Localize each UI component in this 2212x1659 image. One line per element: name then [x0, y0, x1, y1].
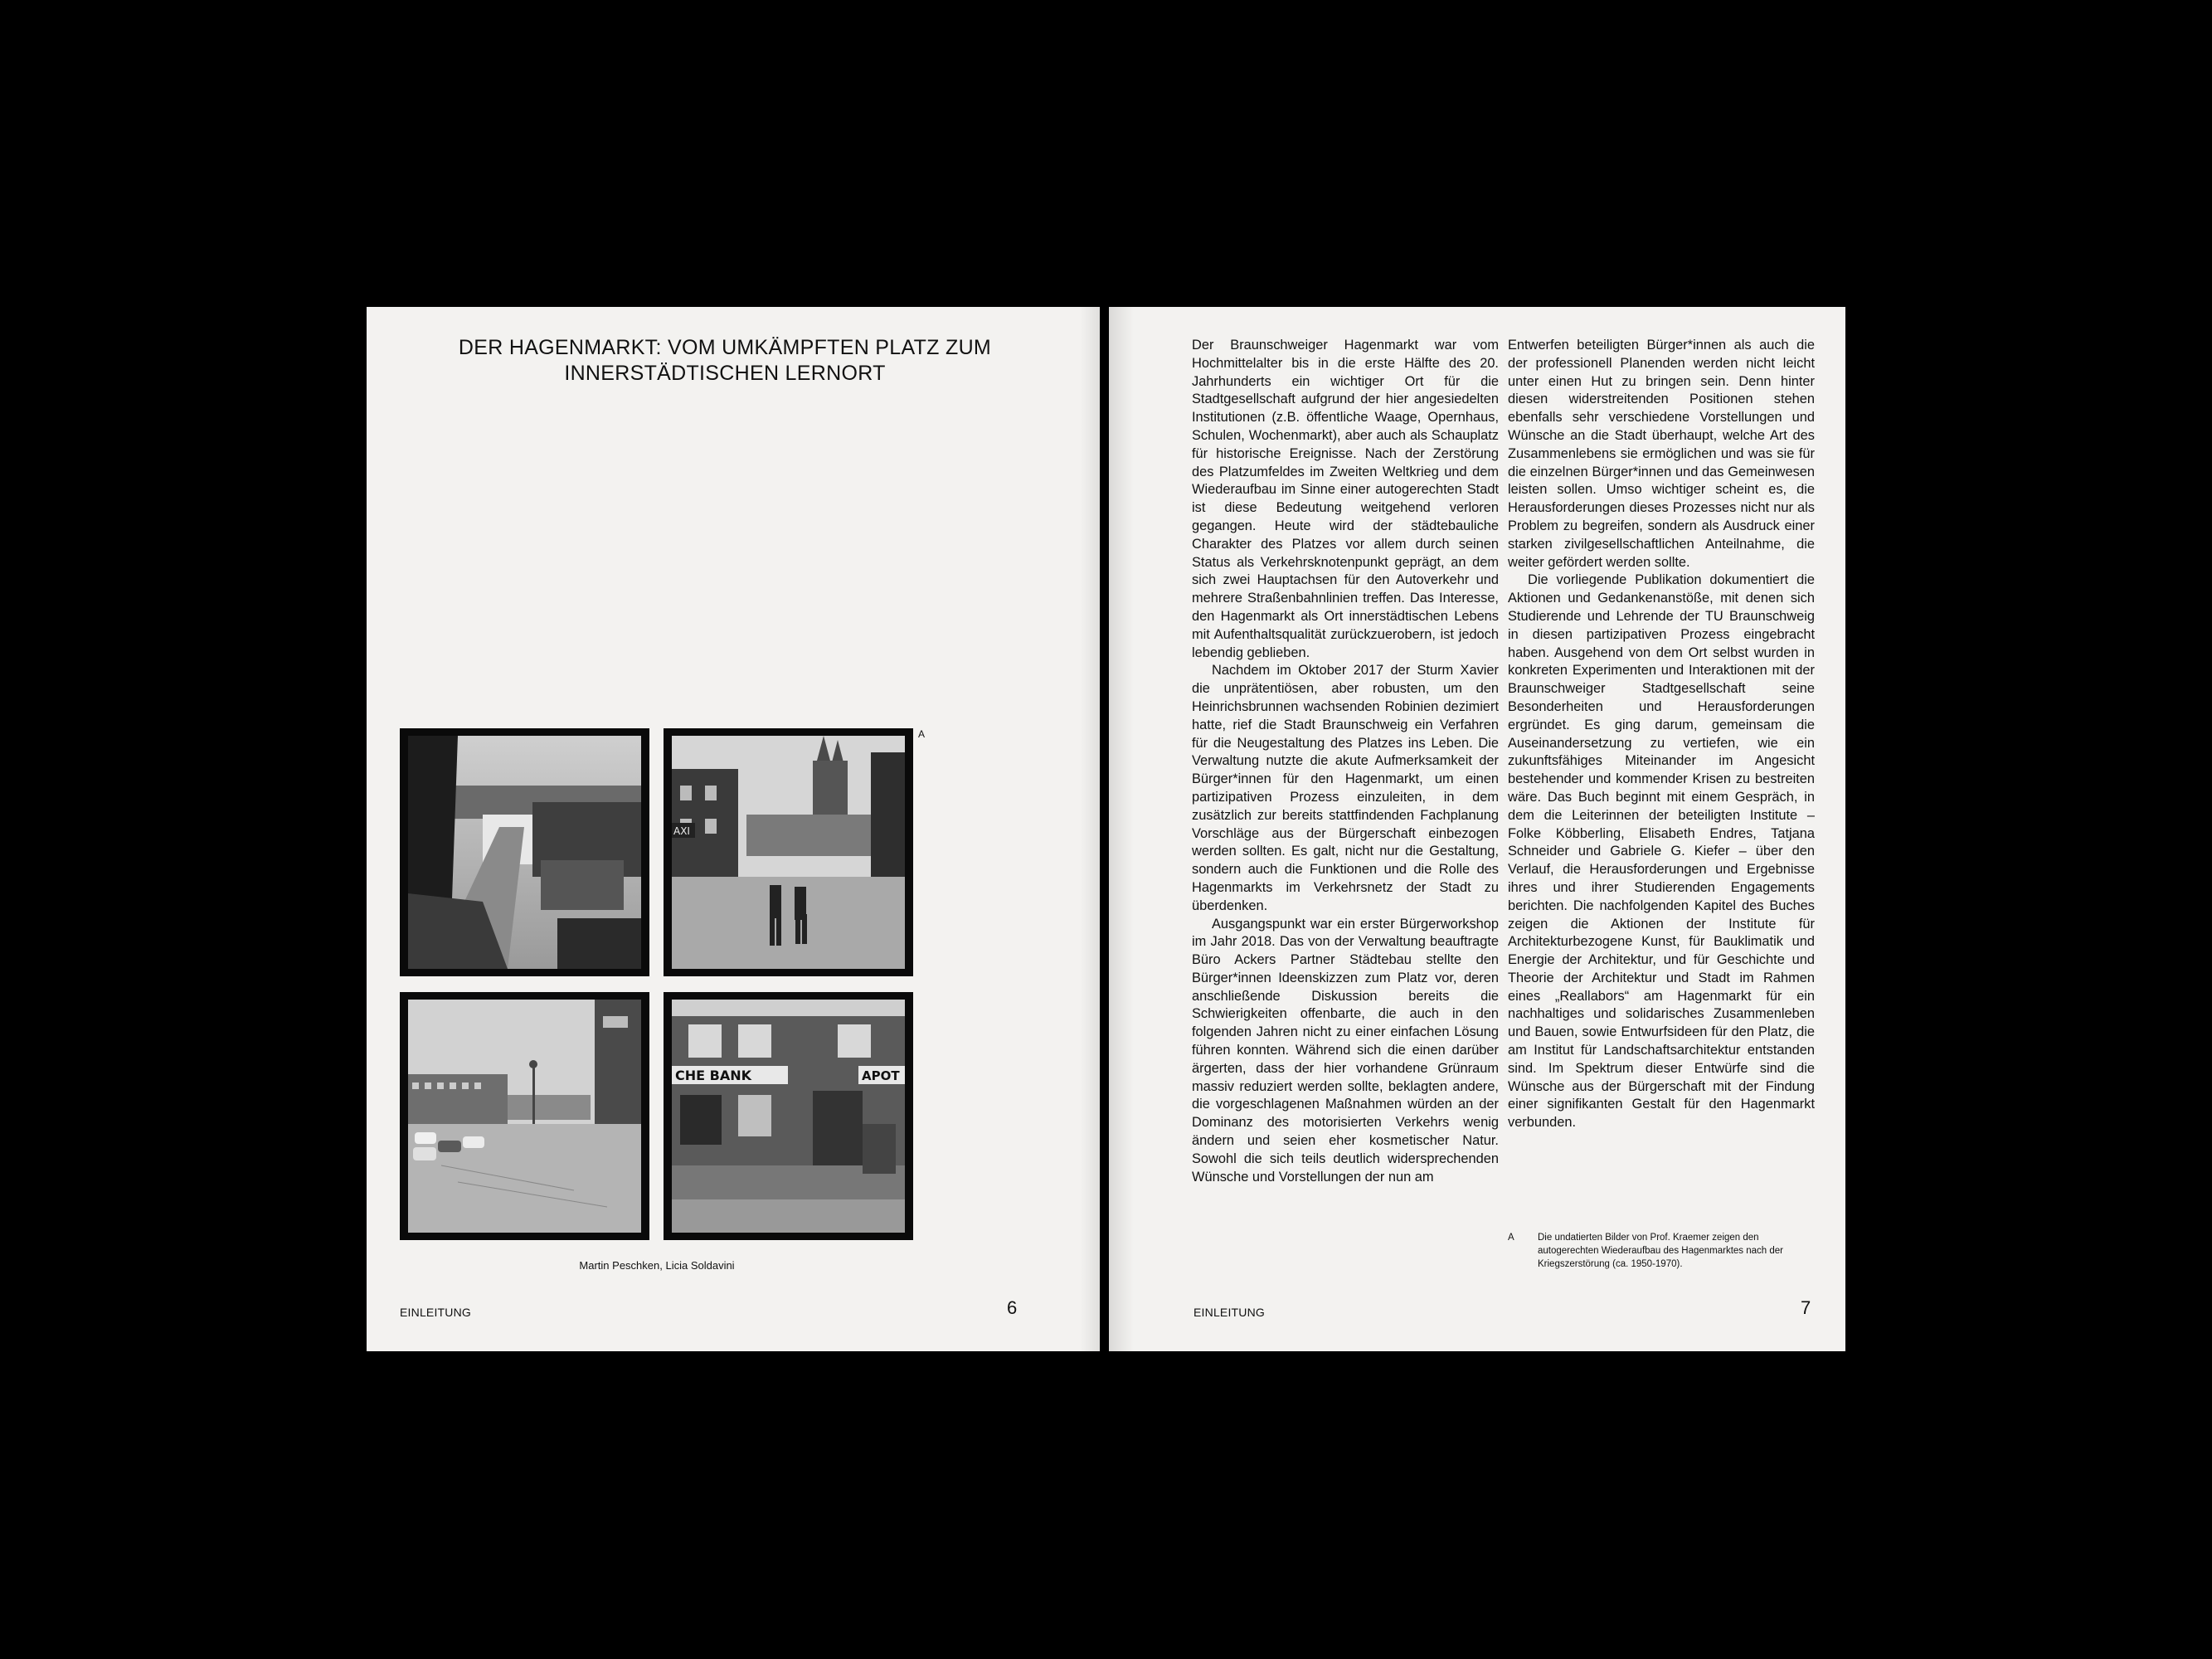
right-page — [1109, 307, 1845, 1351]
church-square-image — [672, 736, 905, 969]
footnote-text: Die undatierten Bilder von Prof. Kraemer zeigen den autogerechten Wiederaufbau des Hagenmarktes nach der Kriegszerstörung (ca. 1950-1970). — [1538, 1233, 1783, 1269]
section-label: EINLEITUNG — [400, 1306, 472, 1319]
title-line-1: DER HAGENMARKT: VOM UMKÄMPFTEN PLATZ ZUM — [458, 336, 992, 359]
section-label: EINLEITUNG — [1194, 1306, 1266, 1319]
photo-church-square — [664, 728, 913, 976]
street-view-image — [408, 736, 641, 969]
page-number: 6 — [1007, 1297, 1018, 1318]
taxi-sign: AXI — [673, 825, 690, 837]
paragraph: Ausgangspunkt war ein erster Bürgerworkshop im Jahr 2018. Das von der Verwaltung beauftragte Büro Ackers Partner Städtebau stellte den Bürger*innen Ideenskizzen zum Platz vor, deren anschließende Diskussion bereits die Schwierigkeiten offenbarte, die auch in den folgenden Jahren nicht zu einer einfachen Lösung führen konnten. Während sich die einen darüber ärgerten, dass der hier vorhandene Grünraum massiv reduziert werden sollte, beklagten andere, die vorgeschlagenen Maßnahmen würden an der Dominanz des motorisierten Verkehrs wenig ändern und seien eher kosmetischer Natur. Sowohl die sich teils deutlich widersprechenden Wünsche und Vorstellungen der nun am — [1192, 916, 1499, 1185]
photo-grid — [400, 728, 947, 1228]
bank-sign: CHE BANK — [675, 1068, 751, 1083]
footnote-marker: A — [1508, 1233, 1514, 1243]
figure-marker: A — [918, 728, 926, 740]
paragraph: Nachdem im Oktober 2017 der Sturm Xavier die unprätentiösen, aber robusten, um den Heinrichsbrunnen wachsenden Robinien dezimiert hatte, rief die Stadt Braunschweig ein Verfahren für die Neugestaltung des Platzes ins Leben. Die Verwaltung nutzte die akute Aufmerksamkeit der Bürger*innen für den Hagenmarkt, um einen partizipativen Prozess einzuleiten, in dem zusätzlich zur bereits stattfindenden Fachplanung Vorschläge aus der Bürgerschaft einbezogen werden sollten. Es galt, nicht nur die Gestaltung, sondern auch die Funktionen und die Rolle des Hagenmarkts im Verkehrsnetz der Stadt zu überdenken. — [1192, 663, 1499, 913]
photo-caption: Martin Peschken, Licia Soldavini — [579, 1259, 735, 1272]
ruined-bank-image — [672, 1000, 905, 1233]
photo-ruined-bank — [664, 992, 913, 1240]
pharmacy-sign: APOT — [862, 1068, 900, 1083]
page-number: 7 — [1801, 1297, 1811, 1318]
text-column-1 — [1192, 337, 1499, 1186]
left-page — [367, 307, 1100, 1351]
photo-street-view — [400, 728, 649, 976]
photo-parking-lot — [400, 992, 649, 1240]
paragraph: Die vorliegende Publikation dokumentiert die Aktionen und Gedankenanstöße, mit denen sich Studierende und Lehrende der TU Braunschweig in diesen partizipativen Prozess eingebracht haben. Ausgehend von dem Ort selbst wurden in konkreten Experimenten und Interaktionen mit der Braunschweiger Stadtgesellschaft seine Besonderheiten und Herausforderungen ergründet. Es ging darum, gemeinsam die Auseinandersetzung zu vertiefen, wie ein zukunftsfähiges Miteinander im Angesicht bestehender und kommender Krisen zu bestreiten wäre. Das Buch beginnt mit einem Gespräch, in dem die Leiterinnen der beteiligten Institute – Folke Köbberling, Elisabeth Endres, Tatjana Schneider und Gabriele G. Kiefer – über den Verlauf, die Herausforderungen und Ergebnisse ihres und ihrer Studierenden Engagements berichten. Die nachfolgenden Kapitel des Buches zeigen die Aktionen der Institute für Architekturbezogene Kunst, für Bauklimatik und Energie der Architektur, und für Geschichte und Theorie der Architektur und Stadt im Rahmen eines „Reallabors“ am Hagenmarkt für ein nachhaltiges und solidarisches Zusammenleben und Bauen, sowie Entwurfsideen für den Platz, die am Institut für Landschaftsarchitektur entstanden sind. Im Spektrum dieser Entwürfe sind die Wünsche aus der Bürgerschaft mit der Findung einer signifikanten Gestalt für den Hagenmarkt verbunden. — [1508, 572, 1815, 1131]
paragraph: Entwerfen beteiligten Bürger*innen als auch die der professionell Planenden werden nicht leicht unter einen Hut zu bringen sein. Denn hinter diesen widerstreitenden Positionen stehen ebenfalls sehr verschiedene Vorstellungen und Wünsche an die Stadt überhaupt, welche Art des Zusammenlebens sie ermöglichen und was sie für die einzelnen Bürger*innen und das Gemeinwesen leisten sollen. Umso wichtiger scheint es, die Herausforderungen dieses Prozesses nicht nur als Problem zu begreifen, sondern als Ausdruck einer starken zivilgesellschaftlichen Anteilnahme, die weiter gefördert werden sollte. — [1508, 338, 1815, 570]
text-column-2 — [1508, 337, 1815, 1132]
title-line-2: INNERSTÄDTISCHEN LERNORT — [564, 362, 886, 385]
parking-lot-image — [408, 1000, 641, 1233]
paragraph: Der Braunschweiger Hagenmarkt war vom Hochmittelalter bis in die erste Hälfte des 20. Jahrhunderts ein wichtiger Ort für die Stadtgesellschaft aufgrund der hier angesiedelten Institutionen (z.B. öffentliche Waage, Opernhaus, Schulen, Wochenmarkt), aber auch als Schauplatz für historische Ereignisse. Nach der Zerstörung des Platzumfeldes im Zweiten Weltkrieg und dem Wiederaufbau im Sinne einer autogerechten Stadt ist diese Bedeutung weitgehend verloren gegangen. Heute wird der städtebauliche Charakter des Platzes vor allem durch seinen Status als Verkehrsknotenpunkt geprägt, an dem sich zwei Hauptachsen für den Autoverkehr und mehrere Straßenbahnlinien treffen. Das Interesse, den Hagenmarkt als Ort innerstädtischen Lebens mit Aufenthaltsqualität zurückzuerobern, ist jedoch lebendig geblieben. — [1192, 338, 1499, 660]
footnote — [1508, 1231, 1815, 1271]
article-title — [416, 335, 1033, 387]
